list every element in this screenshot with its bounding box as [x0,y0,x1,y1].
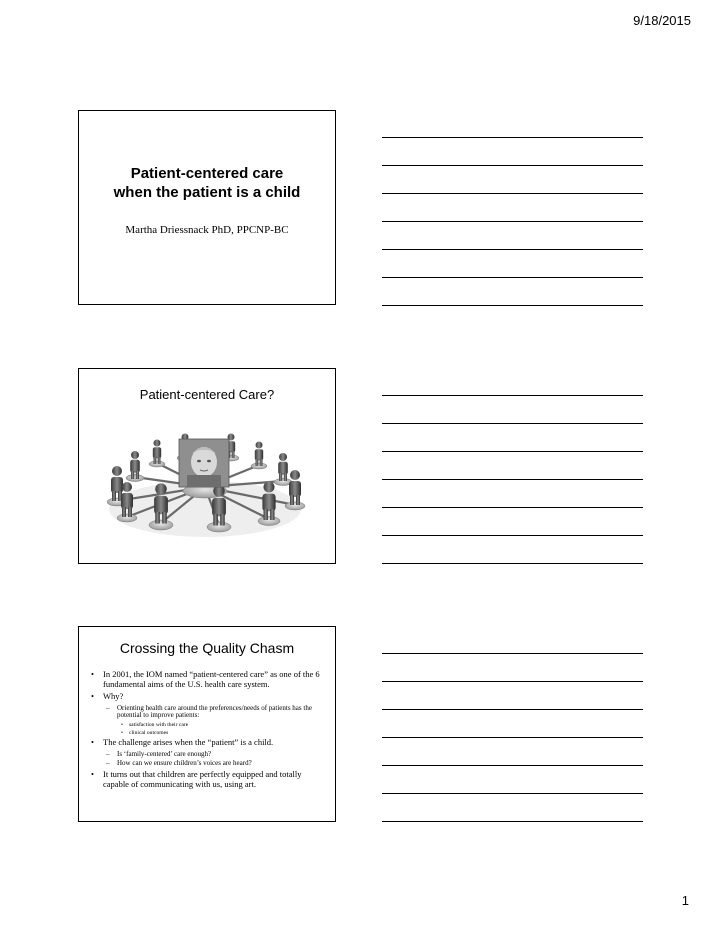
sub-bullet-item: – Orienting health care around the preferences/needs of patients has the potential to improve patients: [89,705,327,721]
note-line [382,423,643,424]
slide-3-title: Crossing the Quality Chasm [119,640,295,656]
note-line [382,193,643,194]
bullet-item: • Why? [89,692,327,702]
patient-network-illustration [99,405,311,545]
note-line [382,249,643,250]
page-number: 1 [681,893,689,908]
note-line [382,305,643,306]
slide-1-title [79,164,335,202]
slide-1 [78,110,336,305]
note-line [382,821,643,822]
note-line [382,681,643,682]
slide-1-title-line-1: Patient-centered care [130,165,284,182]
child-portrait-icon [179,439,229,487]
note-line [382,165,643,166]
note-line [382,507,643,508]
note-line [382,451,643,452]
note-line [382,563,643,564]
note-line [382,765,643,766]
note-line [382,709,643,710]
slide-1-title-line-2: when the patient is a child [113,184,301,201]
sub-bullet-item: – How can we ensure children’s voices are heard? [89,760,327,768]
slide-2-title: Patient-centered Care? [139,387,275,402]
note-line [382,737,643,738]
note-line [382,653,643,654]
bullet-item: • It turns out that children are perfectly equipped and totally capable of communicating with us, using art. [89,770,327,789]
note-line [382,535,643,536]
note-line [382,277,643,278]
bullet-item: • In 2001, the IOM named “patient-centered care” as one of the 6 fundamental aims of the U.S. health care system. [89,670,327,689]
note-line [382,395,643,396]
slide-2 [78,368,336,564]
note-line [382,137,643,138]
sub-bullet-item: – Is ‘family-centered’ care enough? [89,751,327,759]
slide-3-bullet-list [89,670,327,792]
sub-sub-bullet-item: • clinical outcomes [89,730,327,737]
slide-3 [78,626,336,822]
sub-sub-bullet-item: • satisfaction with their care [89,722,327,729]
page-date: 9/18/2015 [633,13,691,28]
slide-1-author: Martha Driessnack PhD, PPCNP-BC [125,224,289,236]
note-line [382,793,643,794]
note-line [382,221,643,222]
note-line [382,479,643,480]
bullet-item: • The challenge arises when the “patient” is a child. [89,738,327,748]
